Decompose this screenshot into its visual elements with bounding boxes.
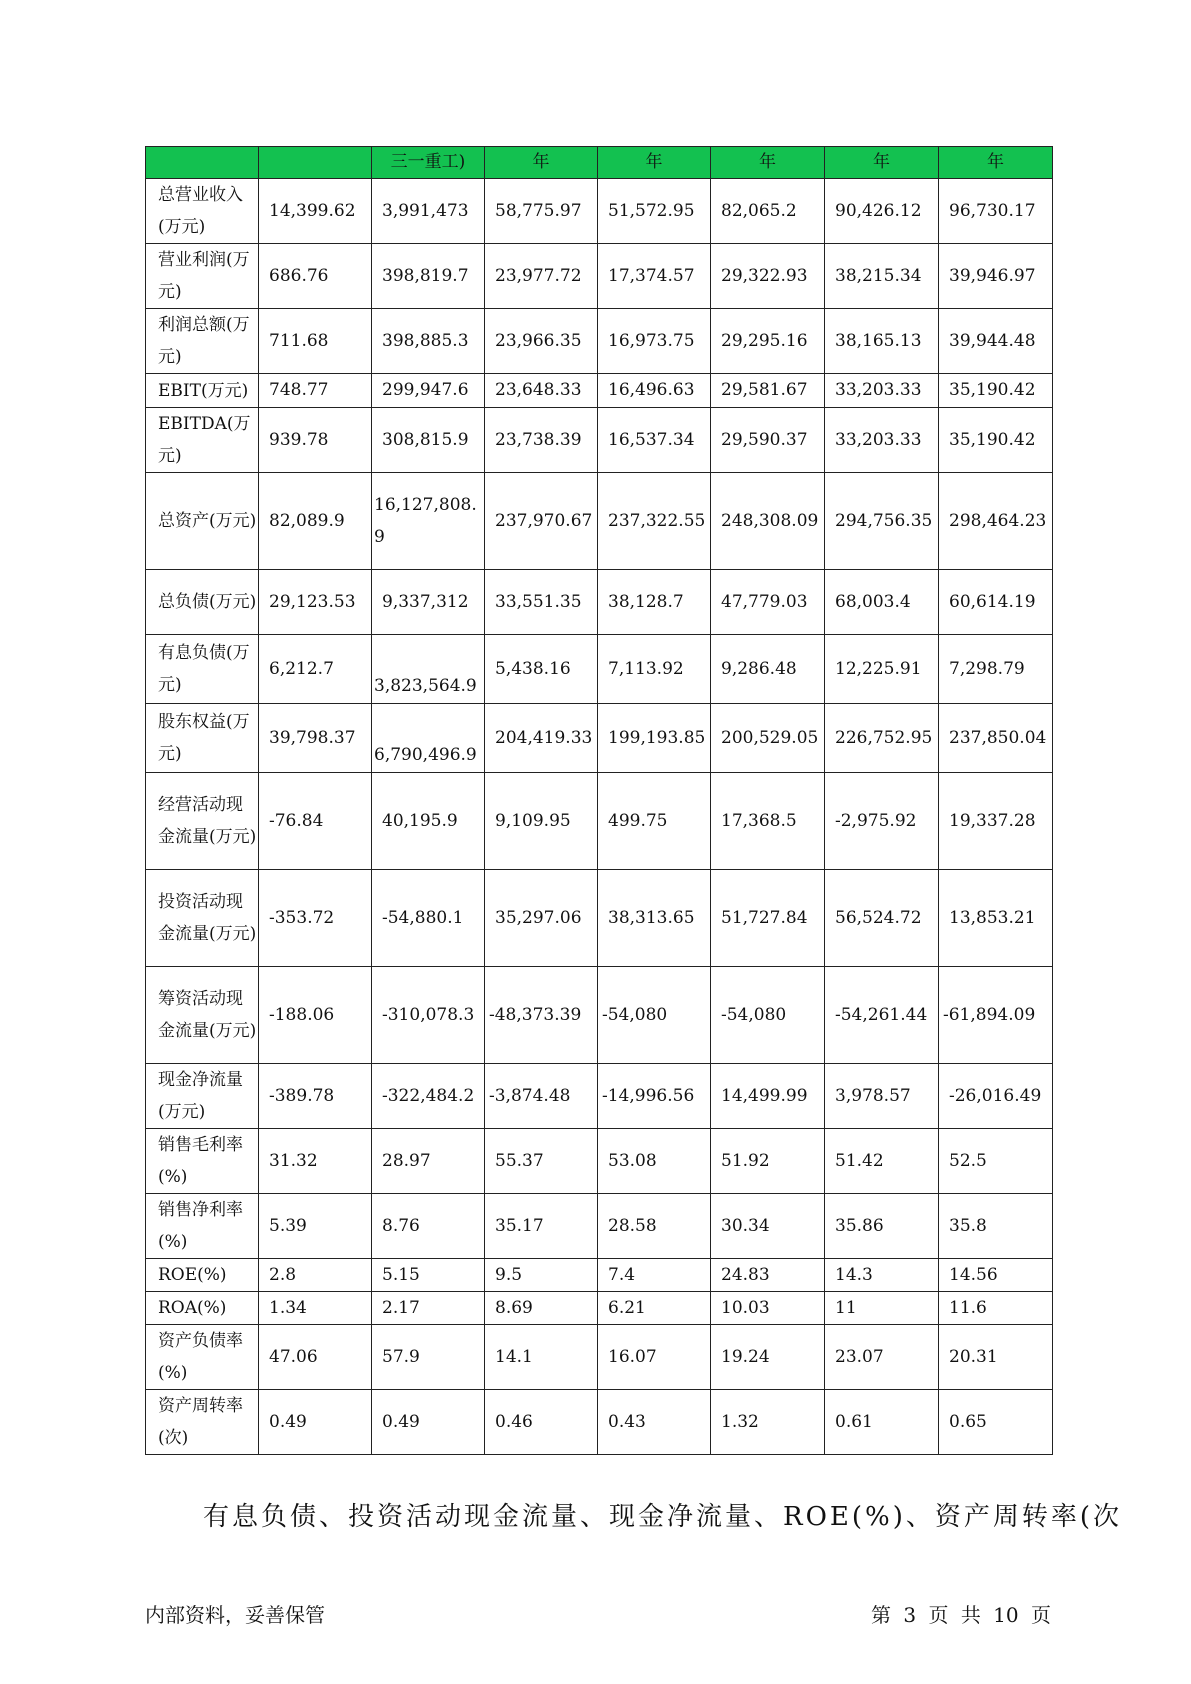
- table-cell: 5,438.16: [485, 635, 598, 704]
- table-cell: 3,823,564.9: [372, 635, 485, 704]
- table-cell: -3,874.48: [485, 1064, 598, 1129]
- table-cell: 0.49: [372, 1390, 485, 1455]
- table-cell: 237,850.04: [939, 704, 1053, 773]
- table-cell: 29,123.53: [259, 570, 372, 635]
- table-cell: 3,978.57: [825, 1064, 939, 1129]
- header-cell: [259, 147, 372, 179]
- table-cell: 82,089.9: [259, 473, 372, 570]
- table-cell: 1.32: [711, 1390, 825, 1455]
- table-cell: 23.07: [825, 1325, 939, 1390]
- row-label: [146, 1064, 259, 1129]
- table-cell: 226,752.95: [825, 704, 939, 773]
- row-label: [146, 1129, 259, 1194]
- table-cell: 9,286.48: [711, 635, 825, 704]
- row-label: [146, 967, 259, 1064]
- table-cell: 33,551.35: [485, 570, 598, 635]
- table-cell: 11.6: [939, 1292, 1053, 1325]
- table-cell: 14,499.99: [711, 1064, 825, 1129]
- table-cell: 8.69: [485, 1292, 598, 1325]
- table-cell: 248,308.09: [711, 473, 825, 570]
- table-cell: 398,885.3: [372, 309, 485, 374]
- table-cell: 16,496.63: [598, 374, 711, 408]
- table-cell: 51,572.95: [598, 179, 711, 244]
- table-cell: 398,819.7: [372, 244, 485, 309]
- table-cell: 6,790,496.9: [372, 704, 485, 773]
- table-cell: 5.39: [259, 1194, 372, 1259]
- table-cell: 199,193.85: [598, 704, 711, 773]
- table-row: [146, 408, 1053, 473]
- table-cell: -54,080: [598, 967, 711, 1064]
- table-row: [146, 704, 1053, 773]
- table-cell: 90,426.12: [825, 179, 939, 244]
- table-cell: 11: [825, 1292, 939, 1325]
- table-cell: 14.1: [485, 1325, 598, 1390]
- table-cell: 24.83: [711, 1259, 825, 1292]
- header-cell: 年: [598, 147, 711, 179]
- table-row: [146, 1064, 1053, 1129]
- table-cell: 748.77: [259, 374, 372, 408]
- row-label: [146, 374, 259, 408]
- table-cell: -389.78: [259, 1064, 372, 1129]
- table-cell: 13,853.21: [939, 870, 1053, 967]
- table-row: [146, 374, 1053, 408]
- table-cell: 23,966.35: [485, 309, 598, 374]
- table-row: [146, 1194, 1053, 1259]
- table-cell: 35,190.42: [939, 408, 1053, 473]
- table-cell: 20.31: [939, 1325, 1053, 1390]
- table-cell: 23,648.33: [485, 374, 598, 408]
- table-cell: 33,203.33: [825, 374, 939, 408]
- table-cell: 2.8: [259, 1259, 372, 1292]
- table-cell: 53.08: [598, 1129, 711, 1194]
- table-cell: 55.37: [485, 1129, 598, 1194]
- table-row: [146, 870, 1053, 967]
- table-cell: 35,190.42: [939, 374, 1053, 408]
- row-label-text: 营业利润(万元): [158, 250, 250, 302]
- table-cell: 35.86: [825, 1194, 939, 1259]
- table-cell: 10.03: [711, 1292, 825, 1325]
- table-row: [146, 244, 1053, 309]
- table-row: [146, 635, 1053, 704]
- row-label: [146, 244, 259, 309]
- row-label-text: 现金净流量(万元): [158, 1070, 243, 1122]
- table-cell: 14.3: [825, 1259, 939, 1292]
- table-cell: 40,195.9: [372, 773, 485, 870]
- table-cell: 0.46: [485, 1390, 598, 1455]
- row-label: [146, 870, 259, 967]
- row-label-text: 股东权益(万元): [158, 712, 250, 764]
- row-label: [146, 773, 259, 870]
- footer-page-number: 第 3 页 共 10 页: [871, 1603, 1051, 1627]
- table-cell: 16,537.34: [598, 408, 711, 473]
- table-cell: 60,614.19: [939, 570, 1053, 635]
- table-cell: -14,996.56: [598, 1064, 711, 1129]
- table-cell: 200,529.05: [711, 704, 825, 773]
- table-cell: 29,322.93: [711, 244, 825, 309]
- table-row: [146, 1325, 1053, 1390]
- table-cell: 35.8: [939, 1194, 1053, 1259]
- table-cell: 19,337.28: [939, 773, 1053, 870]
- table-cell: 9,337,312: [372, 570, 485, 635]
- row-label-text: 筹资活动现金流量(万元): [158, 989, 257, 1041]
- table-row: [146, 773, 1053, 870]
- row-label-text: EBITDA(万元): [158, 414, 251, 466]
- row-label: [146, 1325, 259, 1390]
- table-cell: 82,065.2: [711, 179, 825, 244]
- table-cell: 237,970.67: [485, 473, 598, 570]
- table-row: [146, 570, 1053, 635]
- table-cell: 17,374.57: [598, 244, 711, 309]
- table-cell: 9,109.95: [485, 773, 598, 870]
- table-cell: 51.42: [825, 1129, 939, 1194]
- row-label: [146, 1259, 259, 1292]
- table-cell: 939.78: [259, 408, 372, 473]
- table-cell: -26,016.49: [939, 1064, 1053, 1129]
- row-label-text: 资产负债率(%): [158, 1331, 243, 1383]
- table-cell: 29,295.16: [711, 309, 825, 374]
- table-cell: 2.17: [372, 1292, 485, 1325]
- table-cell: 47,779.03: [711, 570, 825, 635]
- table-cell: -310,078.3: [372, 967, 485, 1064]
- table-cell: 3,991,473: [372, 179, 485, 244]
- row-label: [146, 1390, 259, 1455]
- row-label-text: EBIT(万元): [158, 380, 249, 401]
- table-cell: 299,947.6: [372, 374, 485, 408]
- row-label: [146, 1292, 259, 1325]
- row-label-text: 利润总额(万元): [158, 315, 250, 367]
- table-cell: 39,798.37: [259, 704, 372, 773]
- row-label-text: ROE(%): [158, 1265, 227, 1285]
- row-label: [146, 408, 259, 473]
- table-cell: 56,524.72: [825, 870, 939, 967]
- table-cell: 39,944.48: [939, 309, 1053, 374]
- row-label-text: 经营活动现金流量(万元): [158, 795, 257, 847]
- table-cell: 0.43: [598, 1390, 711, 1455]
- table-cell: 9.5: [485, 1259, 598, 1292]
- header-cell: 年: [485, 147, 598, 179]
- table-cell: 6.21: [598, 1292, 711, 1325]
- table-cell: 7.4: [598, 1259, 711, 1292]
- table-cell: 711.68: [259, 309, 372, 374]
- table-cell: -54,880.1: [372, 870, 485, 967]
- table-cell: 38,128.7: [598, 570, 711, 635]
- table-cell: 237,322.55: [598, 473, 711, 570]
- row-label: [146, 179, 259, 244]
- table-cell: 47.06: [259, 1325, 372, 1390]
- table-row: [146, 309, 1053, 374]
- table-cell: 52.5: [939, 1129, 1053, 1194]
- header-cell: [146, 147, 259, 179]
- table-cell: 16.07: [598, 1325, 711, 1390]
- table-cell: 38,165.13: [825, 309, 939, 374]
- table-cell: 29,581.67: [711, 374, 825, 408]
- table-cell: -54,261.44: [825, 967, 939, 1064]
- table-cell: 96,730.17: [939, 179, 1053, 244]
- table-row: [146, 179, 1053, 244]
- table-row: [146, 1292, 1053, 1325]
- table-cell: 16,127,808.9: [372, 473, 485, 570]
- table-cell: 14,399.62: [259, 179, 372, 244]
- row-label: [146, 570, 259, 635]
- header-cell: 年: [939, 147, 1053, 179]
- row-label-text: 有息负债(万元): [158, 643, 250, 695]
- table-cell: 30.34: [711, 1194, 825, 1259]
- row-label: [146, 309, 259, 374]
- table-cell: 29,590.37: [711, 408, 825, 473]
- table-header-row: [146, 147, 1053, 179]
- table-cell: -322,484.2: [372, 1064, 485, 1129]
- table-cell: 686.76: [259, 244, 372, 309]
- header-cell: 年: [711, 147, 825, 179]
- table-cell: 8.76: [372, 1194, 485, 1259]
- table-cell: 499.75: [598, 773, 711, 870]
- table-cell: 17,368.5: [711, 773, 825, 870]
- table-cell: 28.58: [598, 1194, 711, 1259]
- table-cell: 0.65: [939, 1390, 1053, 1455]
- table-cell: -54,080: [711, 967, 825, 1064]
- row-label-text: 总营业收入(万元): [158, 185, 243, 237]
- table-cell: -2,975.92: [825, 773, 939, 870]
- table-cell: 6,212.7: [259, 635, 372, 704]
- table-cell: 39,946.97: [939, 244, 1053, 309]
- row-label-text: 销售毛利率(%): [158, 1135, 243, 1187]
- row-label-text: 资产周转率(次): [158, 1396, 243, 1448]
- table-cell: 12,225.91: [825, 635, 939, 704]
- table-cell: -76.84: [259, 773, 372, 870]
- table-cell: 14.56: [939, 1259, 1053, 1292]
- table-cell: 308,815.9: [372, 408, 485, 473]
- table-cell: 204,419.33: [485, 704, 598, 773]
- table-row: [146, 1390, 1053, 1455]
- table-cell: 7,298.79: [939, 635, 1053, 704]
- table-cell: 298,464.23: [939, 473, 1053, 570]
- row-label-text: 销售净利率(%): [158, 1200, 243, 1252]
- table-cell: -353.72: [259, 870, 372, 967]
- table-cell: 23,977.72: [485, 244, 598, 309]
- row-label: [146, 635, 259, 704]
- table-cell: 51.92: [711, 1129, 825, 1194]
- table-cell: 28.97: [372, 1129, 485, 1194]
- table-row: [146, 967, 1053, 1064]
- financial-table: [145, 146, 1053, 1455]
- footer-confidential-note: 内部资料，妥善保管: [145, 1603, 325, 1627]
- body-paragraph: 有息负债、投资活动现金流量、现金净流量、ROE(%)、资产周转率(次: [203, 1502, 1123, 1532]
- table-cell: 16,973.75: [598, 309, 711, 374]
- table-cell: 33,203.33: [825, 408, 939, 473]
- table-cell: 57.9: [372, 1325, 485, 1390]
- row-label-text: 总资产(万元): [158, 511, 257, 531]
- table-cell: 294,756.35: [825, 473, 939, 570]
- header-cell: 三一重工): [372, 147, 485, 179]
- row-label: [146, 473, 259, 570]
- table-cell: 5.15: [372, 1259, 485, 1292]
- table-cell: 38,215.34: [825, 244, 939, 309]
- table-cell: 58,775.97: [485, 179, 598, 244]
- table-cell: 23,738.39: [485, 408, 598, 473]
- header-cell: 年: [825, 147, 939, 179]
- table-cell: 35,297.06: [485, 870, 598, 967]
- table-cell: 51,727.84: [711, 870, 825, 967]
- table-row: [146, 1259, 1053, 1292]
- table-cell: 0.49: [259, 1390, 372, 1455]
- row-label: [146, 1194, 259, 1259]
- row-label: [146, 704, 259, 773]
- table-cell: -188.06: [259, 967, 372, 1064]
- row-label-text: 投资活动现金流量(万元): [158, 892, 257, 944]
- table-cell: -61,894.09: [939, 967, 1053, 1064]
- row-label-text: 总负债(万元): [158, 592, 257, 612]
- table-cell: 1.34: [259, 1292, 372, 1325]
- table-cell: 19.24: [711, 1325, 825, 1390]
- table-cell: 35.17: [485, 1194, 598, 1259]
- row-label-text: ROA(%): [158, 1298, 227, 1318]
- table-cell: 38,313.65: [598, 870, 711, 967]
- table-cell: 0.61: [825, 1390, 939, 1455]
- table-cell: 68,003.4: [825, 570, 939, 635]
- table-cell: 31.32: [259, 1129, 372, 1194]
- table-cell: -48,373.39: [485, 967, 598, 1064]
- table-row: [146, 473, 1053, 570]
- table-cell: 7,113.92: [598, 635, 711, 704]
- table-row: [146, 1129, 1053, 1194]
